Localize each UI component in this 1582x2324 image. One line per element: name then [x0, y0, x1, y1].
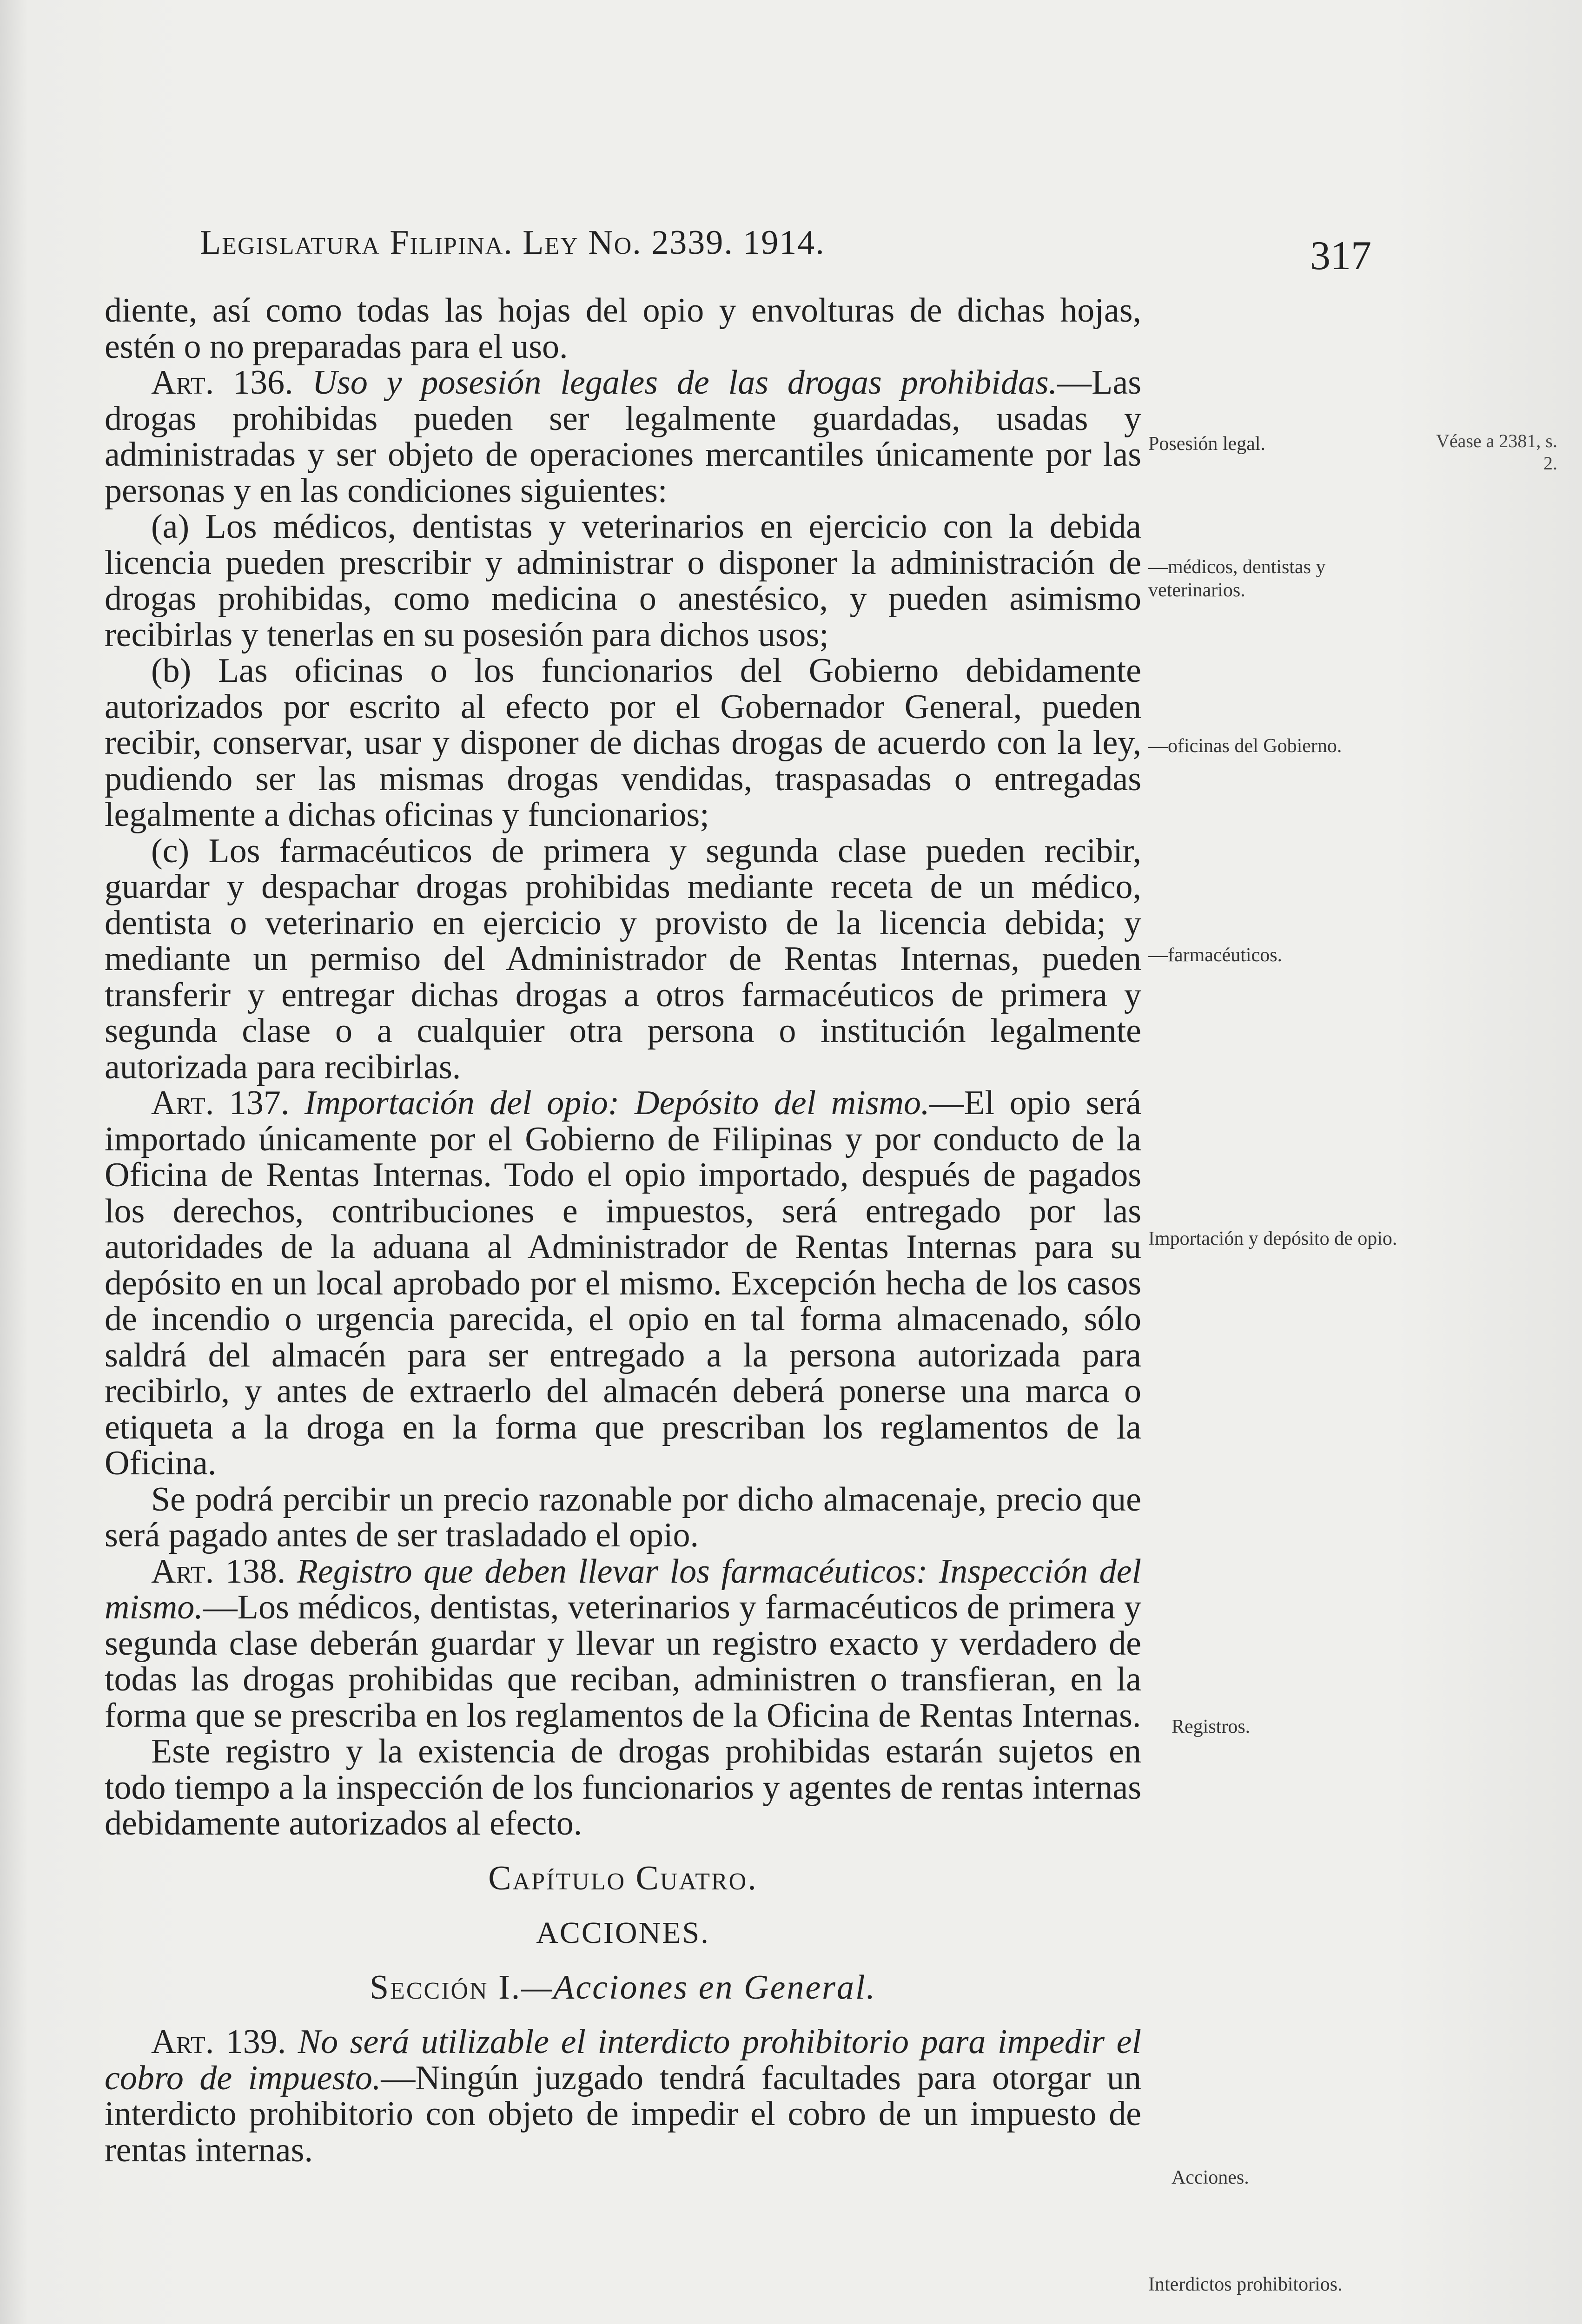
paragraph: Se podrá percibir un precio razonable por dicho almacenaje, precio que será pagado antes de ser trasladado el opio. [105, 1480, 1141, 1554]
article-136 [105, 365, 1141, 509]
section-heading [105, 1970, 1141, 2006]
margin-note-registros: Registros. [1172, 1716, 1251, 1737]
margin-note-acciones: Acciones. [1172, 2167, 1249, 2188]
article-139 [105, 2024, 1141, 2168]
article-text: —El opio será importado únicamente por el Gobierno de Filipinas y por conducto de la Oficina de Rentas Internas. Todo el opio importado, después de pagados los derechos, contribuciones e impuestos, será entregado por las autoridades de la aduana al Administrador de Rentas Internas para su depósito en un local aprobado por el mismo. Excepción hecha de los casos de incendio o urgencia parecida, el opio en tal forma almacenado, sólo saldrá del almacén para ser entregado a la persona autorizada para recibirlo, y antes de extraerlo del almacén deberá ponerse una marca o etiqueta a la droga en la forma que prescriban los reglamentos de la Oficina. [105, 1084, 1142, 1482]
section-number: Sección I. [369, 1968, 522, 2007]
article-text: —Ningún juzgado tendrá facultades para otorgar un interdicto prohibitorio con objeto de impedir el cobro de un impuesto de rentas internas. [105, 2059, 1141, 2169]
margin-note-oficinas: —oficinas del Gobierno. [1148, 735, 1342, 757]
margin-note-interdictos: Interdictos prohibitorios. [1148, 2274, 1343, 2295]
article-title: Registro que deben llevar los farmacéuticos: Inspección del mismo. [105, 1552, 1142, 1626]
article-title: No será utilizable el interdicto prohibitorio para impedir el cobro de impuesto. [105, 2023, 1141, 2097]
paragraph: Este registro y la existencia de drogas prohibidas estarán sujetos en todo tiempo a la inspección de los funcionarios y agentes de rentas internas debidamente autorizados al efecto. [105, 1732, 1141, 1842]
paragraph-c: (c) Los farmacéuticos de primera y segunda clase pueden recibir, guardar y despachar drogas prohibidas mediante receta de un médico, dentista o veterinario en ejercicio y provisto de la licencia debida; y mediante un permiso del Administrador de Rentas Internas, pueden transferir y entregar dichas drogas a otros farmacéuticos de primera y segunda clase o a cualquier otra persona o institución legalmente autorizada para recibirlas. [105, 832, 1141, 1086]
running-title: Legislatura Filipina. Ley No. 2339. 1914. [200, 224, 825, 262]
chapter-heading: Capítulo Cuatro. [488, 1859, 758, 1897]
margin-note-medicos: —médicos, dentistas y veterinarios. [1148, 556, 1326, 601]
section-title: —Acciones en General. [521, 1968, 877, 2007]
paragraph: diente, así como todas las hojas del opio y envolturas de dichas hojas, estén o no preparadas para el uso. [105, 291, 1141, 366]
article-number: Art. 137. [151, 1084, 290, 1122]
margin-note-importacion: Importación y depósito de opio. [1148, 1228, 1397, 1249]
article-number: Art. 138. [151, 1552, 286, 1591]
article-text: —Las drogas prohibidas pueden ser legalmente guardadas, usadas y administradas y ser objeto de operaciones mercantiles únicamente por las personas y en las condiciones siguientes: [105, 363, 1141, 510]
margin-note-posesion: Posesión legal. [1148, 433, 1265, 455]
margin-reference: Véase a 2381, s. 2. [1436, 430, 1557, 474]
article-title: Importación del opio: Depósito del mismo. [304, 1084, 930, 1122]
article-137 [105, 1085, 1141, 1482]
article-text: —Los médicos, dentistas, veterinarios y farmacéuticos de primera y segunda clase deberán guardar y llevar un registro exacto y verdadero de todas las drogas prohibidas que reciban, administren o transfieran, en la forma que se prescriba en los reglamentos de la Oficina de Rentas Internas. [105, 1588, 1141, 1735]
page-number: 317 [1310, 233, 1371, 278]
paragraph-a: (a) Los médicos, dentistas y veterinarios en ejercicio con la debida licencia pueden prescribir y administrar o disponer la administración de drogas prohibidas, como medicina o anestésico, y pueden asimismo recibirlas y tenerlas en su posesión para dichos usos; [105, 508, 1141, 654]
article-title: Uso y posesión legales de las drogas prohibidas. [312, 363, 1058, 402]
margin-note-farmaceuticos: —farmacéuticos. [1148, 944, 1283, 966]
page-header [200, 218, 1371, 278]
acciones-heading: ACCIONES. [536, 1916, 710, 1950]
article-138 [105, 1554, 1141, 1734]
article-number: Art. 136. [151, 363, 293, 402]
article-number: Art. 139. [151, 2023, 286, 2061]
paragraph-b: (b) Las oficinas o los funcionarios del Gobierno debidamente autorizados por escrito al efecto por el Gobernador General, pueden recibir, conservar, usar y disponer de dichas drogas de acuerdo con la ley, pudiendo ser las mismas drogas vendidas, traspasadas o entregadas legalmente a dichas oficinas y funcionarios; [105, 652, 1141, 834]
main-text [105, 293, 1141, 2168]
